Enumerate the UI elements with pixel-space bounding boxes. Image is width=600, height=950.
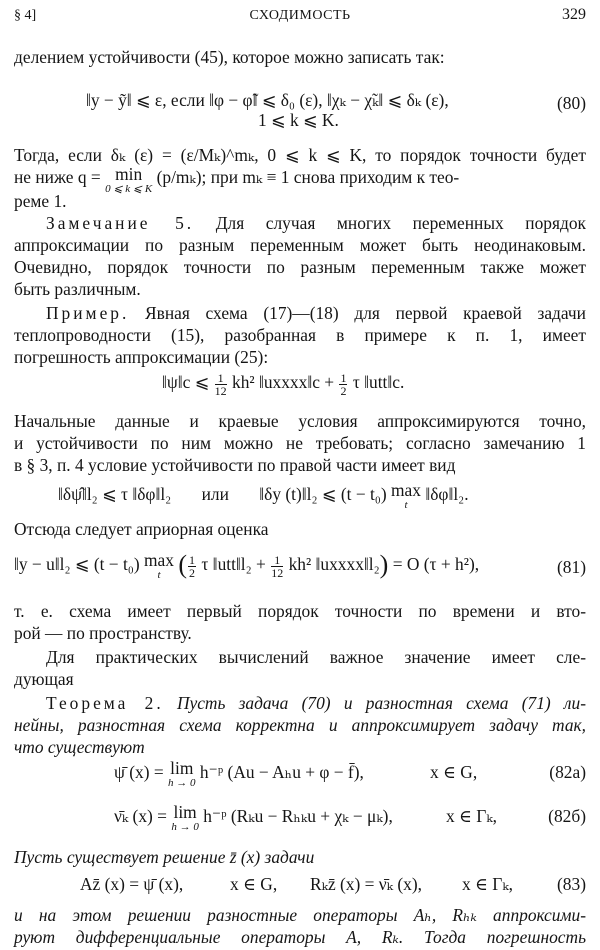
fraction-one-half: $\frac{1}{2}$ [188,552,195,580]
eq-part: ‖y − u‖l₂ ⩽ (t − t₀) [14,554,140,574]
equation-83-part2: x ∈ G, [230,874,278,894]
eq-part: h⁻ᵖ (Rₖu − Rₕₖu + χₖ − μₖ), [203,806,393,826]
text-fragment: не ниже q = [14,167,101,187]
text-fragment: Явная схема (17)—(18) для первой краевой задачи [145,303,586,323]
equation-82a-domain: x ∈ G, [430,762,478,782]
equation-83-part1: Az̄ (x) = ψ̄ (x), [80,874,184,894]
text-line: Пусть существует решение z̄ (x) задачи [14,847,315,867]
equation-number-82b: (82б) [548,806,586,826]
min-label: min [115,164,143,184]
equation-number-83: (83) [557,874,586,894]
remark-heading-line [46,212,586,234]
remark-label: Замечание 5. [46,213,195,233]
fraction-one-twelfth: $\frac{1}{12}$ [271,552,284,580]
min-subscript: 0 ⩽ k ⩽ K [105,183,153,195]
equation-83-part4: x ∈ Γₖ, [462,874,514,894]
equation-81: ‖y − u‖l₂ ⩽ (t − t₀) max t ( $\frac{1}{2}$ τ ‖utt‖l₂ + $\frac{1}{12}$ kh² ‖uxxxx‖l₂) = O (τ + h²), [14,550,480,581]
max-subscript: t [404,499,408,511]
max-operator [144,552,174,581]
lim-subscript: h → 0 [171,821,199,833]
eq-part: ‖δy (t)‖l₂ ⩽ (t − t₀) [259,484,387,504]
text-line: погрешность аппроксимации (25): [14,347,269,367]
max-subscript: t [157,569,161,581]
equation-number-80: (80) [557,93,586,113]
text-line: в § 3, п. 4 условие устойчивости по правой части имеет вид [14,455,456,475]
eq-part: ψ̄ (x) = [114,762,164,782]
text-line: Для практических вычислений важное значение имеет сле- [46,647,586,667]
fraction-one-half: $\frac{1}{2}$ [340,370,347,398]
eq-part: kh² ‖uxxxx‖c + [232,372,335,392]
max-operator [391,482,421,511]
limit-operator [171,804,199,833]
text-line: и на этом решении разностные операторы Aₕ, Rₕₖ аппроксими- [14,905,586,925]
text-line: делением устойчивости (45), которое можно записать так: [14,47,445,67]
text-fragment: Для случая многих переменных порядок [215,213,586,233]
equation-82a [114,760,364,789]
equation-stability [58,482,469,511]
running-title: СХОДИМОСТЬ [249,8,351,23]
limit-operator [168,760,196,789]
text-line: быть различным. [14,279,141,299]
text-line: руют дифференциальные операторы A, Rₖ. Тогда погрешность [14,927,586,947]
text-line: реме 1. [14,191,67,211]
section-marker: § 4] [14,8,37,23]
eq-part-or: или [201,484,229,504]
text-line: Очевидно, порядок точности по разным переменным также может [14,257,586,277]
max-label: max [144,550,174,570]
equation-80-line1: ‖y − ỹ‖ ⩽ ε, если ‖φ − φ̃‖ ⩽ δ₀ (ε), ‖χₖ − χ̃ₖ‖ ⩽ δₖ (ε), [86,90,449,110]
example-label: Пример. [46,303,130,323]
eq-part: τ ‖utt‖c. [352,372,405,392]
text-line: теплопроводности (15), разобранная в примере к п. 1, имеет [14,325,586,345]
equation-80-line2: 1 ⩽ k ⩽ K. [258,110,339,130]
text-line: рой — по пространству. [14,623,192,643]
equation-82b [114,804,393,833]
page-number: 329 [562,6,586,23]
eq-part: = O (τ + h²), [392,554,480,574]
example-heading-line [46,302,586,324]
eq-part: τ ‖utt‖l₂ + [201,554,266,574]
equation-psi [162,370,404,397]
equation-number-82a: (82а) [549,762,586,782]
running-header [14,8,586,28]
equation-number-81: (81) [557,557,586,577]
text-line: Тогда, если δₖ (ε) = (ε/Mₖ)^mₖ, 0 ⩽ k ⩽ K, то порядок точности будет [14,145,586,165]
text-line: Начальные данные и краевые условия аппроксимируются точно, [14,411,586,431]
text-fragment: (p/mₖ); при mₖ ≡ 1 снова приходим к тео- [156,167,460,187]
text-fragment: Пусть задача (70) и разностная схема (71) ли- [176,693,586,713]
eq-part: h⁻ᵖ (Au − Aₕu + φ − f̄), [199,762,364,782]
eq-part: ‖δφ‖l₂. [425,484,469,504]
fraction-one-twelfth: $\frac{1}{12}$ [214,370,227,398]
theorem-heading-line [46,692,586,714]
text-line: аппроксимации по разным переменным может быть неодинаковым. [14,235,586,255]
lim-subscript: h → 0 [168,777,196,789]
text-line: т. е. схема имеет первый порядок точности по времени и вто- [14,601,586,621]
text-line: и устойчивости по ним можно не требовать; согласно замечанию 1 [14,433,586,453]
equation-82b-domain: x ∈ Γₖ, [446,806,498,826]
text-line: дующая [14,669,74,689]
text-line: что существуют [14,737,145,757]
text-line: Отсюда следует априорная оценка [14,519,269,539]
eq-part: ν̄ₖ (x) = [114,806,167,826]
lim-label: lim [170,758,194,778]
eq-part: ‖δψ̂‖l₂ ⩽ τ ‖δφ‖l₂ [58,484,172,504]
eq-part: ‖ψ‖c ⩽ [162,372,210,392]
equation-83-part3: Rₖz̄ (x) = ν̄ₖ (x), [310,874,422,894]
lim-label: lim [173,802,197,822]
text-line: нейны, разностная схема корректна и аппроксимирует задачу так, [14,715,586,735]
theorem-label: Теорема 2. [46,693,164,713]
eq-part: kh² ‖uxxxx‖l₂ [288,554,380,574]
max-label: max [391,480,421,500]
